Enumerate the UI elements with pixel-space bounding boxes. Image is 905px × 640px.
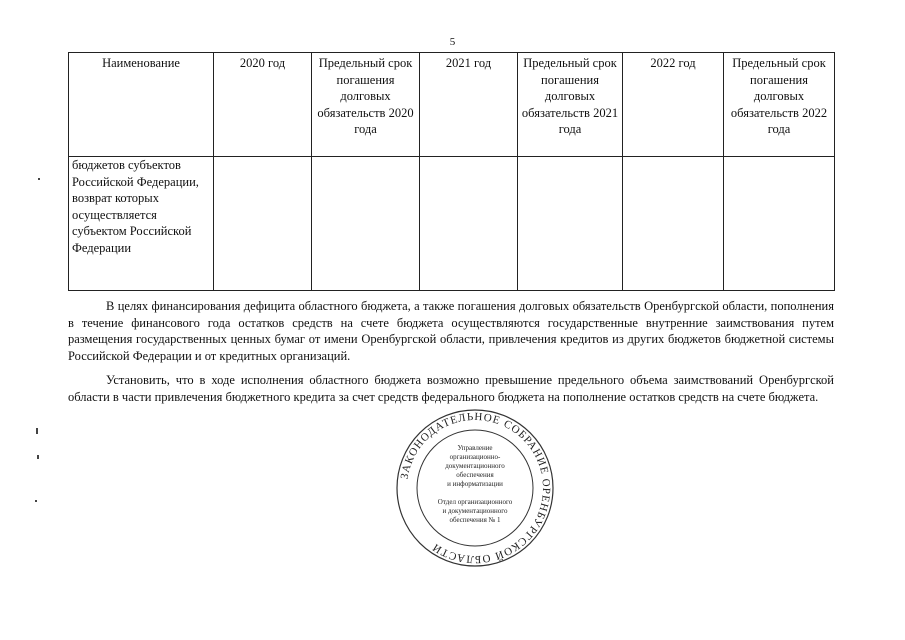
column-header-term-2021: Предельный срок погашения долговых обязательств 2021 года <box>518 53 623 157</box>
row-2021-cell <box>420 157 518 291</box>
seal-outer-ring <box>397 410 553 566</box>
official-seal-stamp <box>395 408 555 568</box>
column-header-term-2020: Предельный срок погашения долговых обязательств 2020 года <box>312 53 420 157</box>
seal-lower-line-3: обеспечения № 1 <box>449 516 501 524</box>
column-header-2022: 2022 год <box>623 53 724 157</box>
seal-center-line-3: документационного <box>445 462 505 470</box>
seal-center-line-2: организационно- <box>449 453 501 461</box>
scan-speck <box>35 500 37 502</box>
row-term-2022-cell <box>724 157 835 291</box>
table-header-row <box>69 53 835 157</box>
scan-speck <box>37 455 39 459</box>
page-number: 5 <box>449 36 456 48</box>
column-header-term-2022: Предельный срок погашения долговых обязательств 2022 года <box>724 53 835 157</box>
paragraph-financing: В целях финансирования дефицита областного бюджета, а также погашения долговых обязательств Оренбургской области, пополнения в течение финансового года остатков средств на счете бюджета осуществляются государственные внутренние заимствования путем размещения государственных ценных бумаг от имени Оренбургской области, привлечения кредитов из других бюджетов бюджетной системы Российской Федерации и от кредитных организаций. <box>68 299 834 363</box>
scan-speck <box>36 428 38 434</box>
seal-outer-text: ЗАКОНОДАТЕЛЬНОЕ СОБРАНИЕ ОРЕНБУРГСКОЙ ОБЛАСТИ <box>398 410 553 566</box>
scan-speck <box>38 178 40 180</box>
debt-limits-table <box>68 52 835 291</box>
seal-lower-line-2: и документационного <box>442 507 508 515</box>
row-2022-cell <box>623 157 724 291</box>
table-row <box>69 157 835 291</box>
column-header-2020: 2020 год <box>214 53 312 157</box>
seal-lower-line-1: Отдел организационного <box>437 498 513 506</box>
row-term-2020-cell <box>312 157 420 291</box>
seal-center-line-5: и информатизации <box>447 480 503 488</box>
row-term-2021-cell <box>518 157 623 291</box>
row-2020-cell <box>214 157 312 291</box>
column-header-name: Наименование <box>69 53 214 157</box>
seal-center-line-4: обеспечения <box>456 471 494 479</box>
row-name-cell: бюджетов субъектов Российской Федерации, возврат которых осуществляется субъектом Российской Федерации <box>69 157 214 291</box>
paragraph-exceeding-limit: Установить, что в ходе исполнения областного бюджета возможно превышение предельного объема заимствований Оренбургской области в части привлечения бюджетного кредита за счет средств федерального бюджета на пополнение остатков средств на счете бюджета. <box>68 373 834 404</box>
seal-center-line-1: Управление <box>457 444 493 452</box>
column-header-2021: 2021 год <box>420 53 518 157</box>
